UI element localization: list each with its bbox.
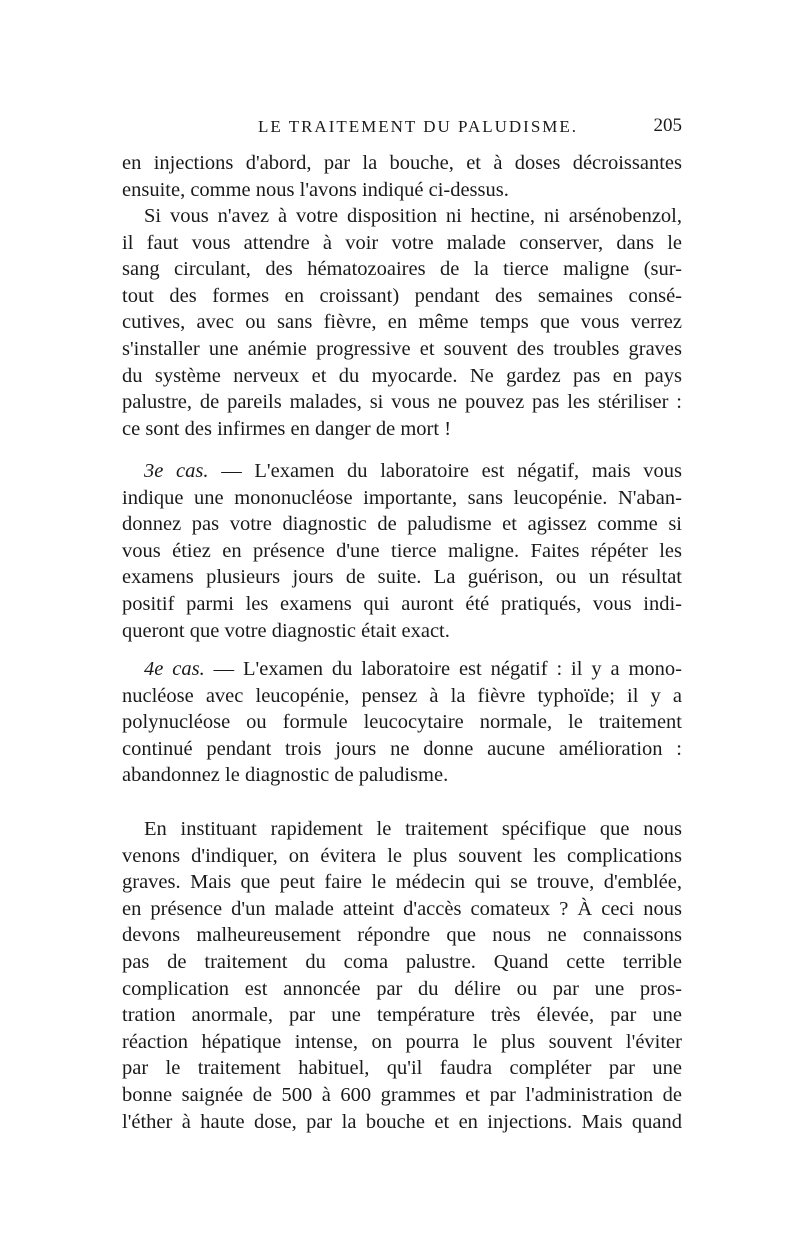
text-line: venons d'indiquer, on évitera le plus souvent les complications [122,844,682,867]
case-label: 4e cas. [144,658,205,680]
paragraph-case-4 [122,656,682,789]
text-line: en présence d'un malade atteint d'accès comateux ? À ceci nous [122,897,682,920]
text-line: abandonnez le diagnostic de paludisme. [122,764,449,787]
text-line: palustre, de pareils malades, si vous ne pouvez pas les stériliser : [122,391,682,414]
text-line: pas de traitement du coma palustre. Quand cette terrible [122,950,682,973]
text-line: continué pendant trois jours ne donne aucune amélioration : [122,737,682,760]
text-line: réaction hépatique intense, on pourra le plus souvent l'éviter [122,1030,682,1053]
text-line: graves. Mais que peut faire le médecin qui se trouve, d'emblée, [122,871,682,894]
text-line: complication est annoncée par du délire ou par une pros- [122,977,682,1000]
text-line: indique une mononucléose importante, sans leucopénie. N'aban- [122,486,682,509]
text-line: queront que votre diagnostic était exact. [122,619,450,642]
text-line: du système nerveux et du myocarde. Ne gardez pas en pays [122,364,682,387]
text-line: s'installer une anémie progressive et souvent des troubles graves [122,337,682,360]
text-line: sang circulant, des hématozoaires de la tierce maligne (sur- [122,258,682,281]
page-number: 205 [653,115,682,136]
text-line: cutives, avec ou sans fièvre, en même temps que vous verrez [122,311,682,334]
text-line: vous étiez en présence d'une tierce maligne. Faites répéter les [122,539,682,562]
text-line: devons malheureusement répondre que nous ne connaissons [122,924,682,947]
text-line: nucléose avec leucopénie, pensez à la fièvre typhoïde; il y a [122,684,682,707]
text-line: par le traitement habituel, qu'il faudra compléter par une [122,1057,682,1080]
text-line: polynucléose ou formule leucocytaire normale, le traitement [122,711,682,734]
text-line: ce sont des infirmes en danger de mort ! [122,417,452,440]
paragraph-arsenobenzol [122,203,682,442]
text-line: en injections d'abord, par la bouche, et à doses décroissantes [122,152,682,174]
text-line: bonne saignée de 500 à 600 grammes et par l'administration de [122,1083,682,1106]
text-line [122,458,682,485]
text-line: ensuite, comme nous l'avons indiqué ci-dessus. [122,178,509,201]
text-line: En instituant rapidement le traitement spécifique que nous [144,818,682,840]
text-line [122,656,682,683]
case-label: 3e cas. [144,460,209,482]
paragraph-continuation [122,150,682,203]
text-line: tration anormale, par une température très élevée, par une [122,1004,682,1027]
text-line: examens plusieurs jours de suite. La guérison, ou un résultat [122,566,682,589]
text-line-rest: — L'examen du laboratoire est négatif : il y a mono- [213,658,682,680]
page-header [122,113,682,143]
text-line: positif parmi les examens qui auront été pratiqués, vous indi- [122,592,682,615]
paragraph-complications [122,816,682,1135]
text-line: donnez pas votre diagnostic de paludisme et agissez comme si [122,513,682,536]
text-line-rest: — L'examen du laboratoire est négatif, mais vous [221,460,682,482]
text-line: l'éther à haute dose, par la bouche et en injections. Mais quand [122,1110,682,1133]
text-line: Si vous n'avez à votre disposition ni hectine, ni arsénobenzol, [144,205,682,227]
running-title: LE TRAITEMENT DU PALUDISME. [258,117,579,136]
text-line: il faut vous attendre à voir votre malade conserver, dans le [122,231,682,254]
paragraph-case-3 [122,458,682,644]
text-line: tout des formes en croissant) pendant des semaines consé- [122,284,682,307]
